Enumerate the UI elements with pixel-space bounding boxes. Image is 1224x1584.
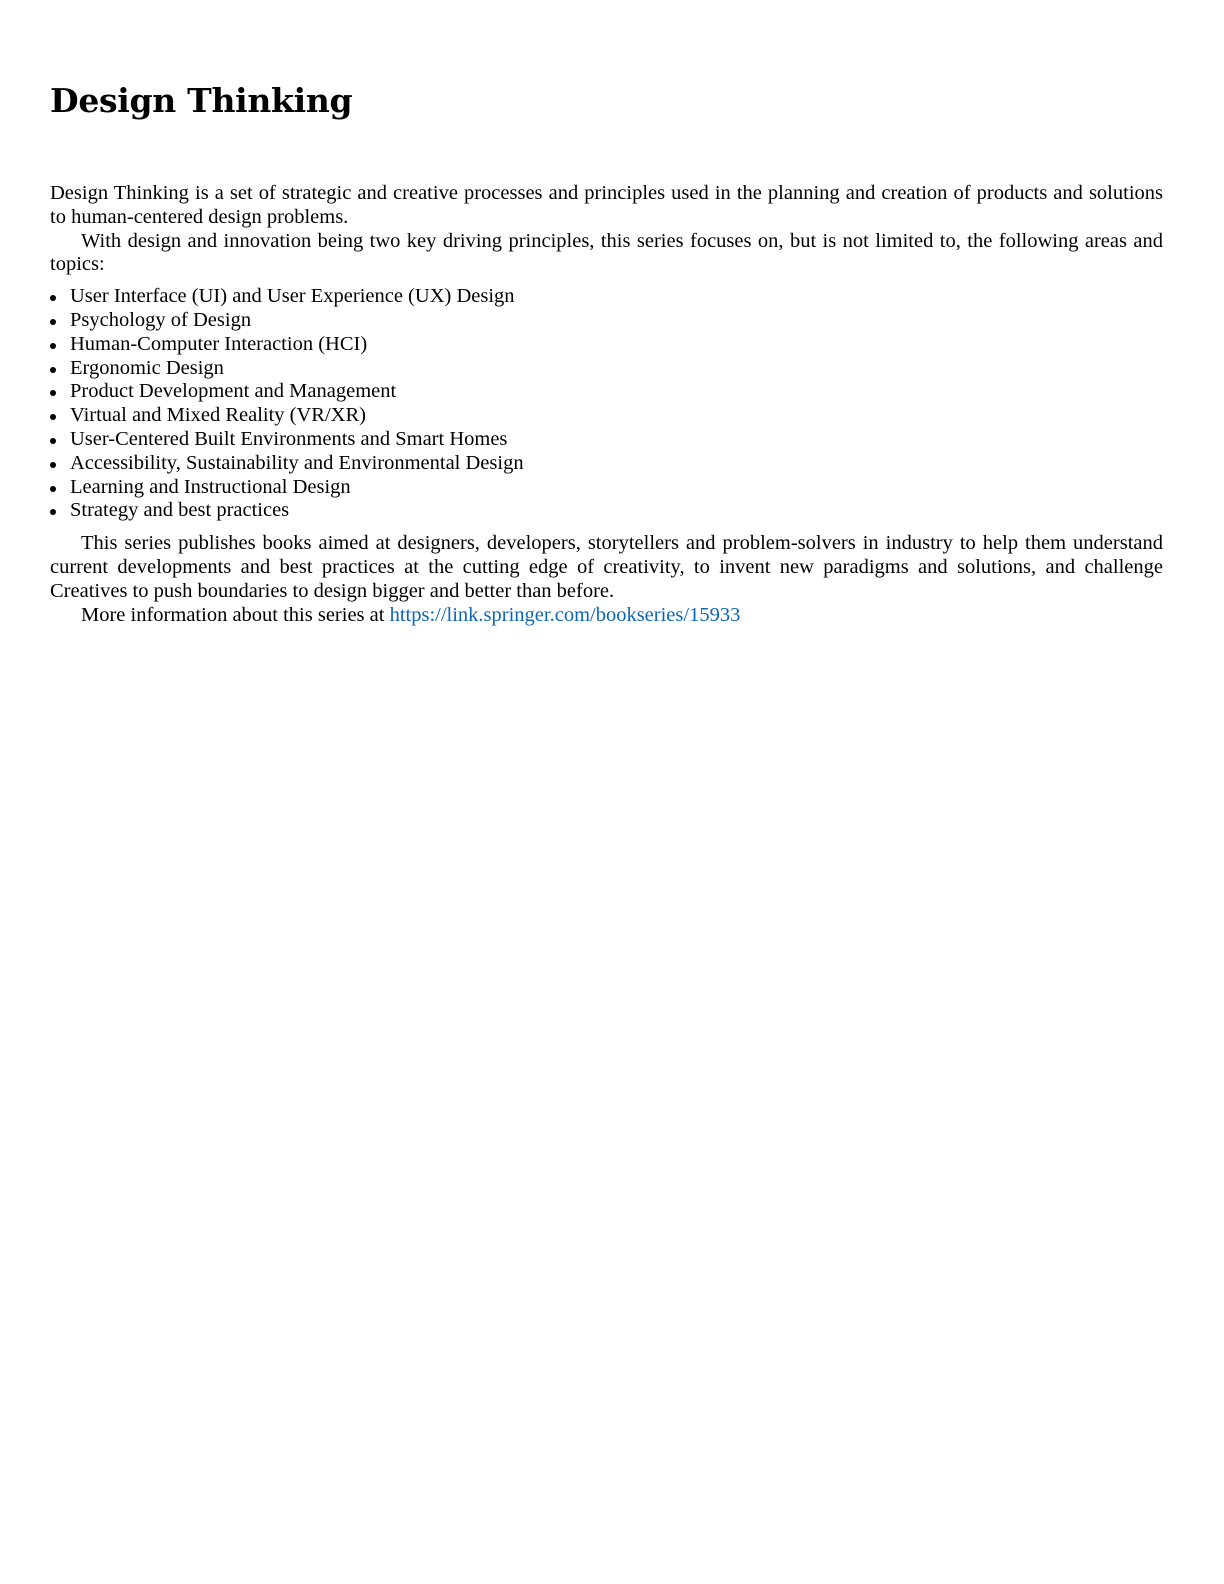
list-item-label: User-Centered Built Environments and Smart Homes [70, 427, 508, 450]
focus-paragraph: With design and innovation being two key driving principles, this series focuses on, but is not limited to, the following areas and topics: [50, 229, 1163, 276]
bullet-icon [50, 390, 56, 396]
bullet-icon [50, 319, 56, 325]
bullet-icon [50, 367, 56, 373]
topic-list [50, 285, 1163, 523]
list-item [50, 357, 1163, 381]
list-item [50, 309, 1163, 333]
bullet-icon [50, 509, 56, 515]
list-item-label: Strategy and best practices [70, 499, 290, 522]
series-link[interactable]: https://link.springer.com/bookseries/15933 [389, 603, 741, 626]
more-info-prefix: More information about this series at [81, 603, 390, 626]
list-item [50, 476, 1163, 500]
list-item-label: Psychology of Design [70, 308, 252, 331]
more-info-line [50, 604, 1163, 628]
list-item [50, 428, 1163, 452]
audience-paragraph: This series publishes books aimed at designers, developers, storytellers and problem-solvers in industry to help them understand current developments and best practices at the cutting edge of creativity, to invent new paradigms and solutions, and challenge Creatives to push boundaries to design bigger and better than before. [50, 532, 1163, 602]
list-item-label: Accessibility, Sustainability and Environmental Design [70, 451, 524, 474]
page-title: Design Thinking [50, 81, 353, 120]
list-item [50, 333, 1163, 357]
list-item [50, 452, 1163, 476]
list-item [50, 380, 1163, 404]
list-item [50, 499, 1163, 523]
bullet-icon [50, 343, 56, 349]
list-item [50, 285, 1163, 309]
list-item-label: Ergonomic Design [70, 356, 224, 379]
list-item-label: Learning and Instructional Design [70, 475, 351, 498]
list-item-label: Human-Computer Interaction (HCI) [70, 332, 368, 355]
list-item-label: Virtual and Mixed Reality (VR/XR) [70, 404, 366, 427]
bullet-icon [50, 295, 56, 301]
bullet-icon [50, 414, 56, 420]
body-text [50, 182, 1163, 627]
bullet-icon [50, 462, 56, 468]
list-item-label: Product Development and Management [70, 380, 397, 403]
intro-paragraph: Design Thinking is a set of strategic and creative processes and principles used in the planning and creation of products and solutions to human-centered design problems. [50, 182, 1163, 228]
bullet-icon [50, 486, 56, 492]
list-item [50, 404, 1163, 428]
bullet-icon [50, 438, 56, 444]
list-item-label: User Interface (UI) and User Experience (UX) Design [70, 285, 515, 308]
